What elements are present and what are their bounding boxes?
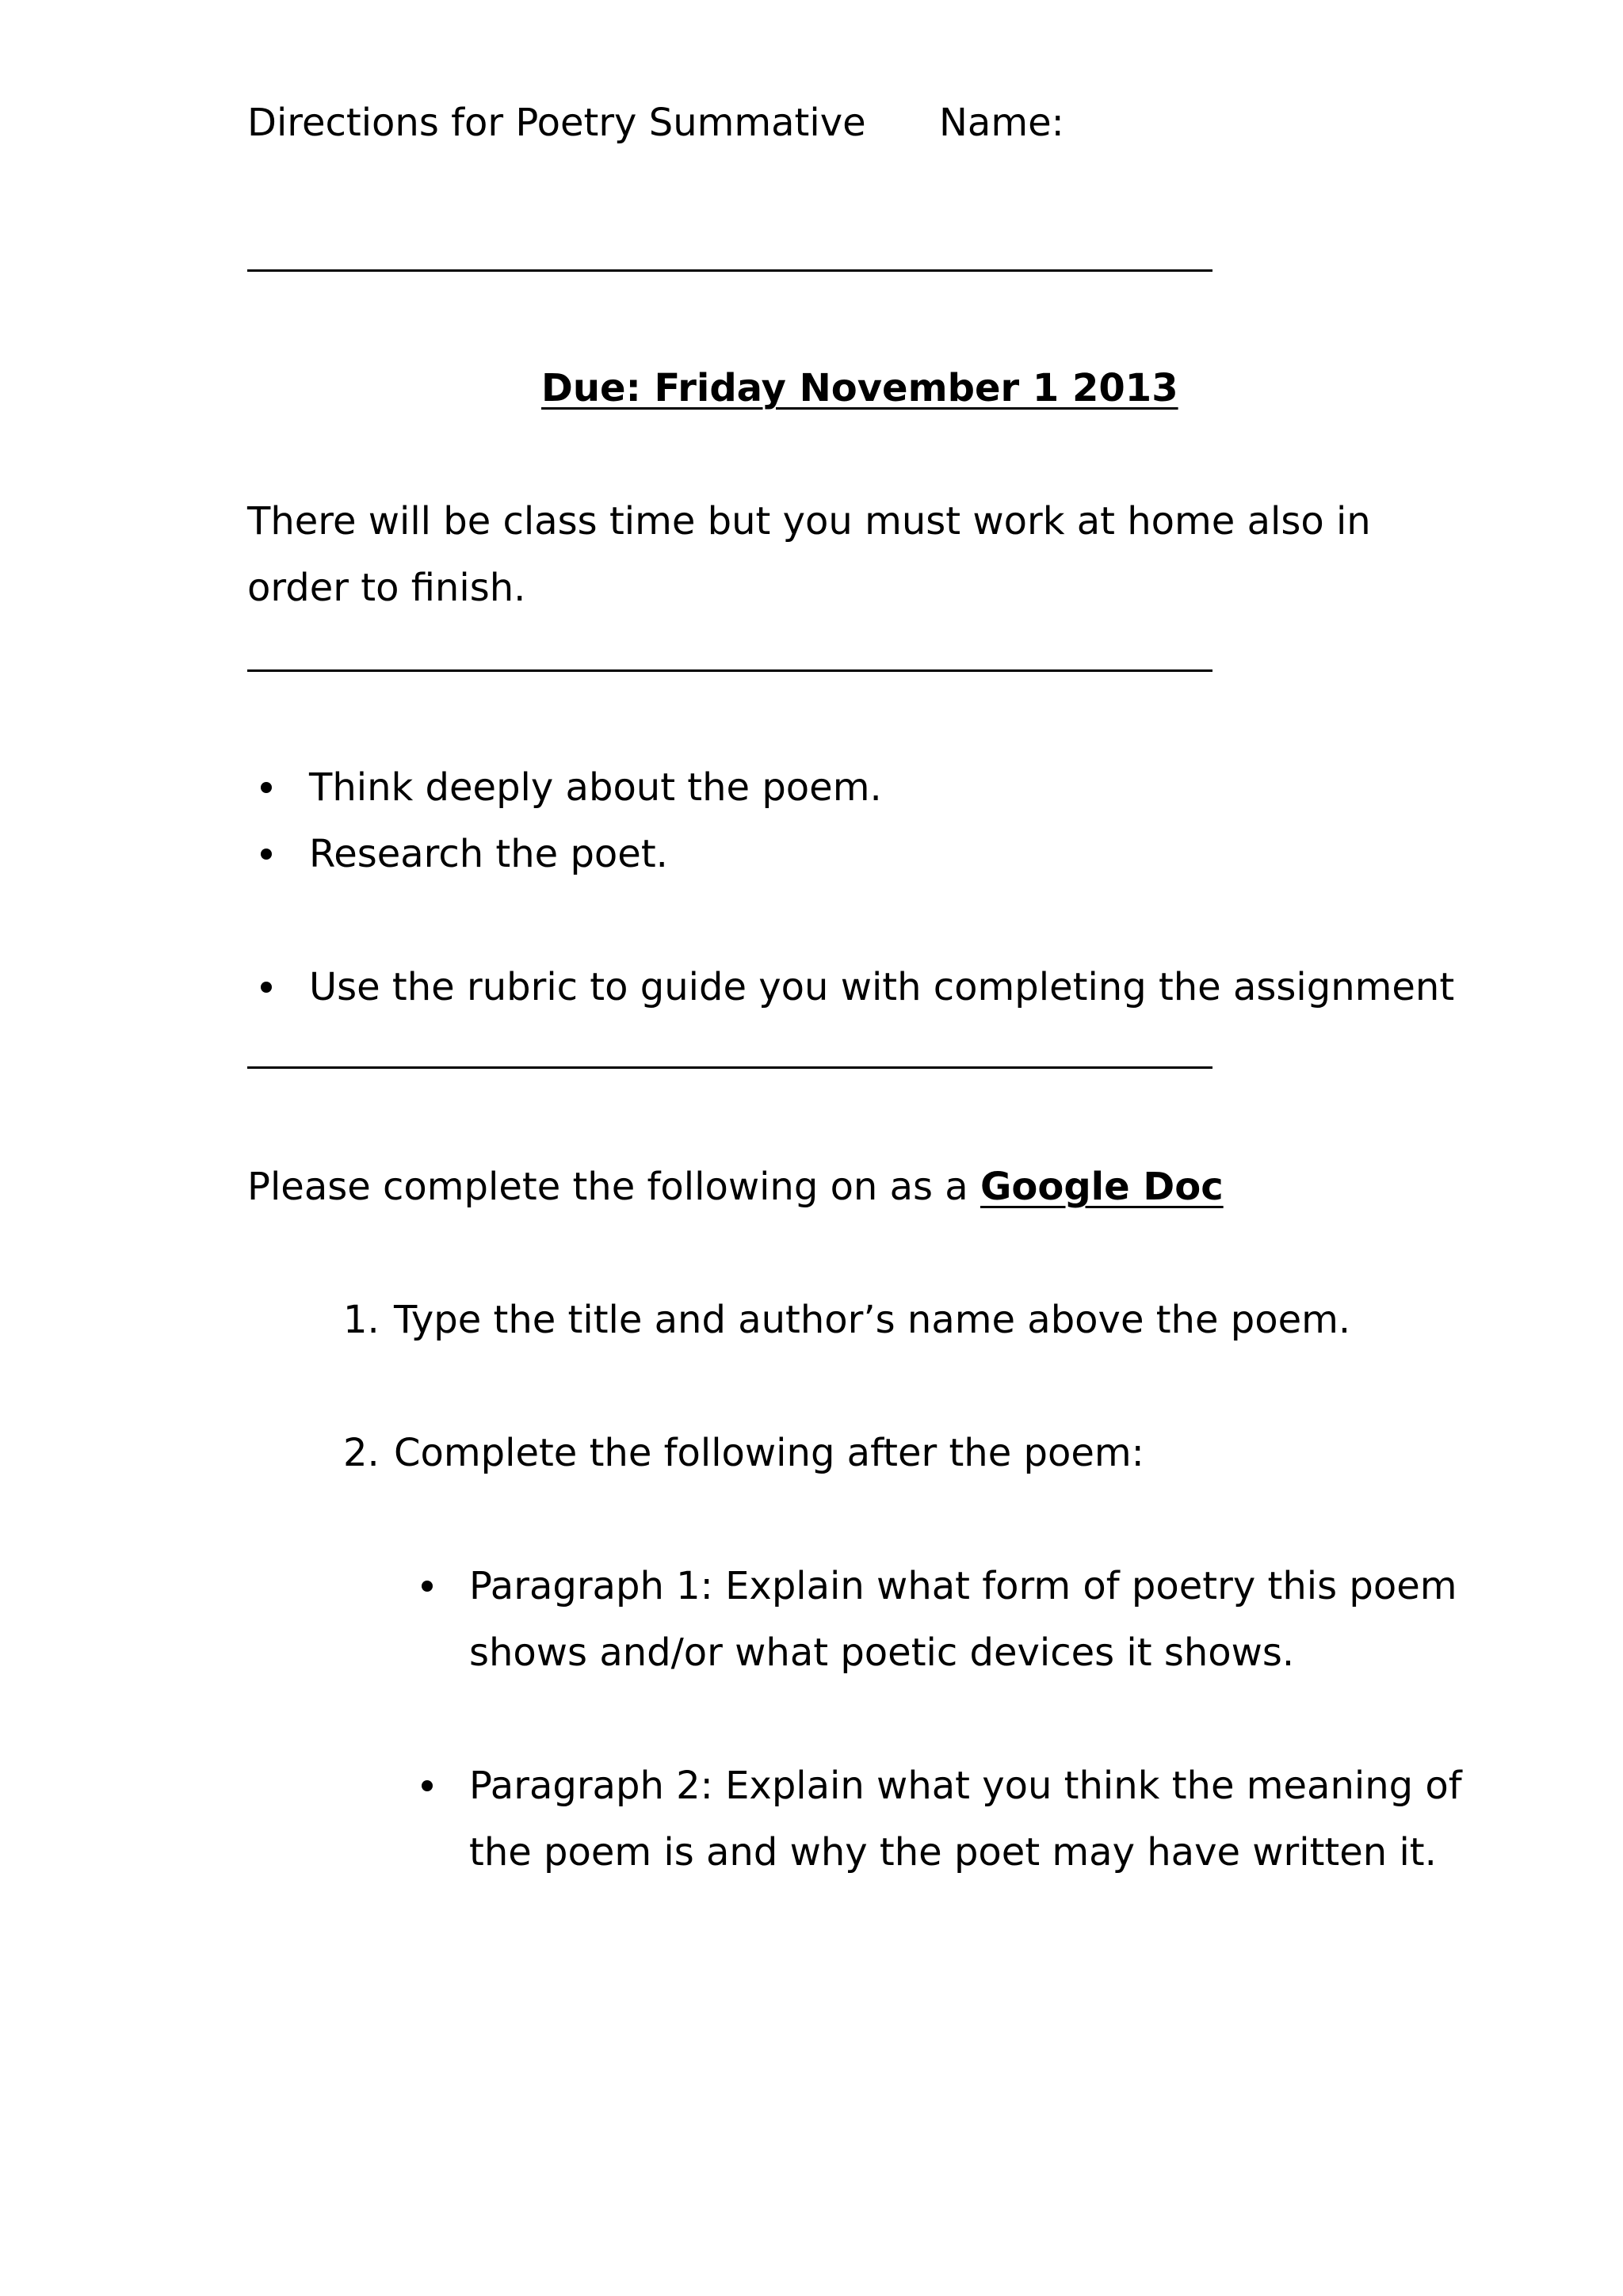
divider-2 bbox=[247, 1066, 1212, 1069]
step-text: Type the title and author’s name above the poem. bbox=[394, 1298, 1351, 1342]
tip-text: Think deeply about the poem. bbox=[309, 765, 882, 810]
paragraph-2-line-1: Paragraph 2: Explain what you think the meaning of bbox=[469, 1764, 1462, 1808]
intro-line-1: There will be class time but you must work at home also in bbox=[247, 499, 1371, 543]
intro-line-2: order to finish. bbox=[247, 566, 526, 610]
google-doc-emphasis: Google Doc bbox=[980, 1165, 1224, 1209]
bullet-dot-icon bbox=[261, 849, 272, 860]
paragraph-1-line-1: Paragraph 1: Explain what form of poetry this poem bbox=[469, 1564, 1457, 1608]
step-text: Complete the following after the poem: bbox=[394, 1431, 1144, 1475]
bullet-dot-icon bbox=[261, 982, 272, 993]
step-number: 2. bbox=[343, 1431, 380, 1475]
divider-1 bbox=[247, 669, 1212, 672]
name-underline-divider bbox=[247, 269, 1212, 272]
due-date-heading: Due: Friday November 1 2013 bbox=[541, 366, 1178, 410]
instruction-prefix: Please complete the following on as a bbox=[247, 1165, 980, 1209]
paragraph-2-line-2: the poem is and why the poet may have written it. bbox=[469, 1830, 1437, 1875]
bullet-dot-icon bbox=[261, 782, 272, 793]
tip-text: Research the poet. bbox=[309, 832, 668, 876]
document-title: Directions for Poetry Summative bbox=[247, 101, 866, 145]
paragraph-1-line-2: shows and/or what poetic devices it shows. bbox=[469, 1630, 1295, 1675]
tip-text: Use the rubric to guide you with completing the assignment bbox=[309, 965, 1455, 1009]
bullet-dot-icon bbox=[422, 1581, 433, 1592]
name-label: Name: bbox=[939, 101, 1064, 145]
step-number: 1. bbox=[343, 1298, 380, 1342]
instruction-line bbox=[247, 1163, 1224, 1211]
bullet-dot-icon bbox=[422, 1780, 433, 1791]
